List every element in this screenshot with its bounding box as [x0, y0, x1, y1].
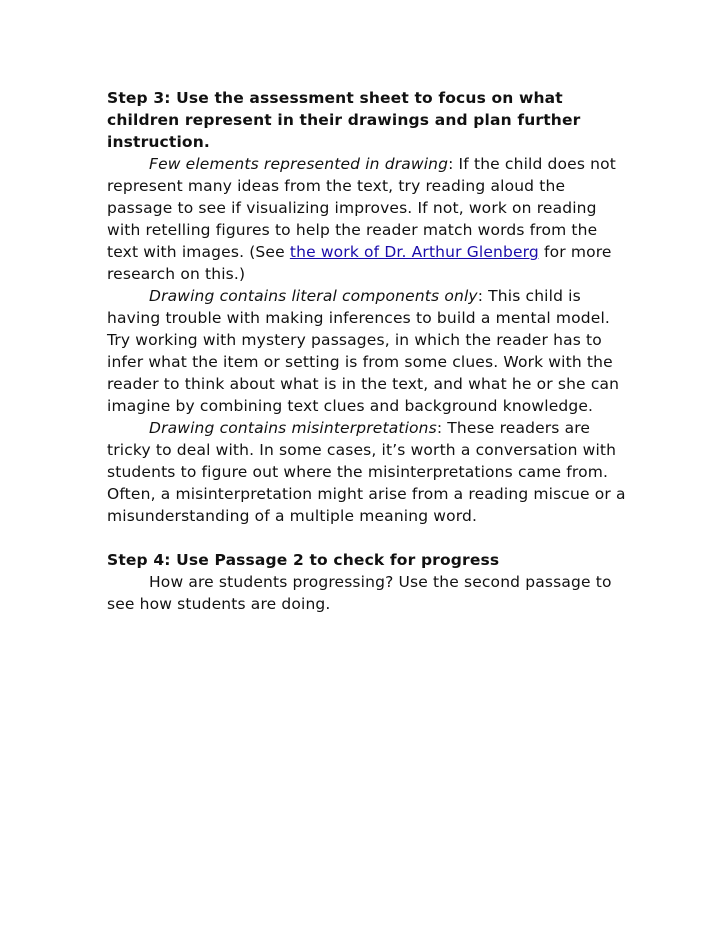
- glenberg-link[interactable]: the work of Dr. Arthur Glenberg: [289, 243, 539, 261]
- term-literal-components: Drawing contains literal components only: [149, 287, 478, 305]
- progress-text: How are students progressing? Use the second passage to see how students are doing.: [107, 573, 612, 613]
- section-spacer: [107, 527, 627, 549]
- step3-paragraph-few-elements: [107, 153, 627, 285]
- step3-heading: Step 3: Use the assessment sheet to focus on what children represent in their drawings and plan further instruction.: [107, 89, 581, 151]
- few-elements-text: : If the child does not represent many ideas from the text, try reading aloud the passage to see if visualizing improves. If not, work on reading with retelling figures to help the reader match words from the text with images. (See: [107, 155, 616, 261]
- step4-heading: Step 4: Use Passage 2 to check for progress: [107, 551, 500, 569]
- term-misinterpretations: Drawing contains misinterpretations: [149, 419, 437, 437]
- literal-components-text: : This child is having trouble with making inferences to build a mental model. Try working with mystery passages, in which the reader has to infer what the item or setting is from some clues. Work with the reader to think about what is in the text, and what he or she can imagine by combining text clues and background knowledge.: [107, 287, 620, 415]
- step4-paragraph-progress: [107, 571, 627, 615]
- misinterpretations-text: : These readers are tricky to deal with. In some cases, it’s worth a conversation with students to figure out where the misinterpretations came from. Often, a misinterpretation might arise from a reading miscue or a misunderstanding of a multiple meaning word.: [107, 419, 626, 525]
- term-few-elements: Few elements represented in drawing: [149, 155, 449, 173]
- few-elements-text-end: for more research on this.): [107, 243, 612, 283]
- step3-paragraph-literal-components: [107, 285, 627, 417]
- document-body: [107, 87, 627, 615]
- step3-paragraph-misinterpretations: [107, 417, 627, 527]
